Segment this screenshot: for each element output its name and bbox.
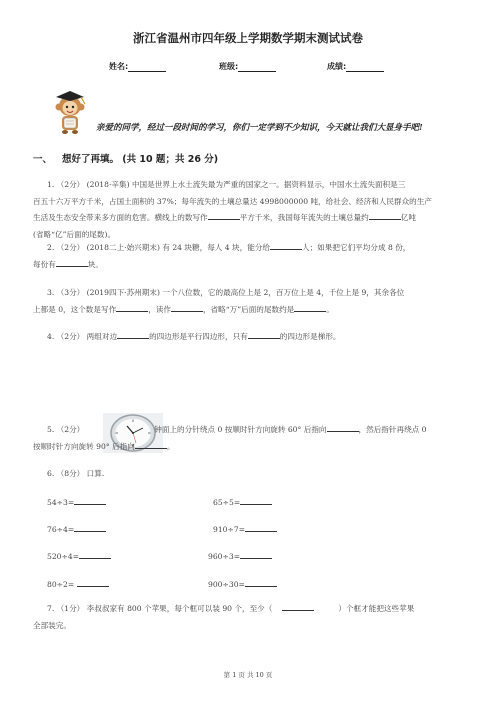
q5-line-2 — [33, 439, 469, 456]
q2-text-d: 块。 — [87, 259, 103, 269]
question-6-heading: 6. （8分） 口算. — [47, 469, 105, 478]
q4-line-1 — [33, 329, 469, 346]
q7-text-b: ）个框才能把这些苹果 — [338, 604, 415, 613]
q3-line-2 — [33, 302, 469, 319]
q1-text-c: 亿吨 — [400, 213, 416, 222]
q5-text-d: 按顺时针方向旋转 90° 后指向 — [33, 441, 135, 451]
class-label: 班级: — [219, 62, 239, 71]
answer-blank[interactable] — [245, 577, 277, 587]
answer-blank[interactable] — [77, 577, 109, 587]
class-field — [219, 61, 276, 72]
calc-item: 900÷30= — [208, 577, 277, 589]
answer-blank[interactable] — [117, 329, 149, 339]
calc-item: 65÷5= — [213, 495, 272, 507]
score-label: 成绩: — [327, 62, 347, 71]
q3-line-1: 3. （3分） (2019四下·苏州期末) 一个八位数，它的最高位上是 2，百万位上是 4，千位上是 9，其余各位 — [47, 288, 405, 297]
q4-text-b: 的四边形是平行四边形，只有 — [149, 332, 248, 341]
calc-item: 520÷4= — [47, 549, 111, 561]
question-1 — [33, 177, 469, 243]
greeting-text: 亲爱的同学，经过一段时间的学习，你们一定学到不少知识，今天就让我们大显身手吧! — [96, 123, 423, 133]
question-2 — [33, 240, 469, 273]
answer-blank[interactable] — [79, 549, 111, 559]
q1-text-a: 生活及生态安全带来多方面的危害。横线上的数写作 — [33, 213, 208, 222]
section-title: 想好了再填。 (共 10 题；共 26 分) — [61, 154, 219, 165]
question-4 — [33, 329, 469, 346]
calc-item: 960÷3= — [208, 549, 272, 561]
name-field — [109, 61, 166, 72]
question-5 — [33, 422, 469, 455]
q2-text-a: 2. （2分） (2018二上·始兴期末) 有 24 块糖，每人 4 块，能分给 — [47, 243, 271, 252]
q7-text-a: 7. （1分） 李叔叔家有 800 个苹果，每个框可以装 90 个，至少（ — [47, 604, 273, 613]
q1-line-2: 百五十六万平方千米，占国土面积的 37%；每年流失的土壤总量达 4998000000 吨，给社会、经济和人民群众的生产 — [33, 196, 432, 206]
q5-line-1 — [33, 422, 469, 439]
page-footer: 第 1 页 共 10 页 — [223, 671, 273, 679]
answer-blank[interactable] — [245, 522, 277, 532]
q3-text-c: ，省略“万”后面的尾数约是 — [202, 304, 295, 314]
question-3 — [33, 285, 469, 318]
calc-item: 910÷7= — [213, 522, 277, 534]
q2-text-c: 每份有 — [33, 259, 56, 269]
q4-text-c: 的四边形是梯形。 — [279, 332, 341, 341]
answer-blank[interactable] — [116, 302, 148, 312]
answer-blank[interactable] — [56, 257, 88, 267]
q5-text-c: ，然后指针再绕点 0 — [358, 425, 427, 434]
answer-blank[interactable] — [171, 302, 203, 312]
answer-blank[interactable] — [74, 495, 106, 505]
q3-text-b: ，读作 — [148, 304, 171, 314]
name-blank — [128, 63, 166, 72]
answer-blank[interactable] — [270, 240, 302, 250]
answer-blank[interactable] — [74, 522, 106, 532]
q1-line-1: 1. （2分） (2018·辛集) 中国是世界上水土流失最为严重的国家之一。据资料显示，中国水土流失面积是三 — [47, 180, 406, 189]
q5-text-e: 。 — [166, 441, 175, 451]
section-number: 一、 — [33, 154, 53, 165]
q7-line-2: 全部装完。 — [33, 620, 71, 630]
answer-blank[interactable] — [240, 495, 272, 505]
calc-item: 76÷4= — [47, 522, 106, 534]
answer-blank[interactable] — [369, 210, 401, 220]
q1-text-b: 平方千米，我国每年流失的土壤总量约 — [239, 213, 369, 222]
answer-blank[interactable] — [240, 549, 272, 559]
answer-blank[interactable] — [208, 210, 240, 220]
section-heading — [33, 151, 218, 165]
q3-text-a: 上都是 0，这个数是写作 — [33, 304, 117, 314]
mascot-icon — [48, 88, 92, 136]
score-field — [327, 61, 384, 72]
question-7 — [33, 601, 469, 634]
q2-line-2 — [33, 257, 469, 274]
q5-text-b: 钟面上的分针绕点 0 按顺时针方向旋转 60° 后指向 — [154, 425, 327, 434]
answer-blank[interactable] — [135, 439, 167, 449]
answer-blank[interactable] — [327, 422, 359, 432]
q2-line-1 — [33, 240, 469, 257]
name-label: 姓名: — [109, 62, 129, 71]
q7-line-1 — [33, 601, 469, 618]
class-blank — [238, 63, 276, 72]
answer-blank[interactable] — [294, 302, 326, 312]
q5-text-a: 5. （2分） — [47, 425, 85, 434]
q1-line-4: (省略“亿”后面的尾数)。 — [33, 229, 116, 239]
calc-item: 80÷2= — [47, 577, 109, 589]
q1-line-3 — [33, 210, 469, 227]
calc-item: 54÷3= — [47, 495, 106, 507]
q4-text-a: 4. （2分） 两组对边 — [47, 332, 118, 341]
score-blank — [346, 63, 384, 72]
q3-text-d: 。 — [326, 304, 334, 314]
answer-blank[interactable] — [282, 601, 314, 611]
page-title: 浙江省温州市四年级上学期数学期末测试试卷 — [133, 31, 363, 45]
q2-text-b: 人；如果把它们平均分成 8 份， — [302, 243, 411, 252]
answer-blank[interactable] — [248, 329, 280, 339]
